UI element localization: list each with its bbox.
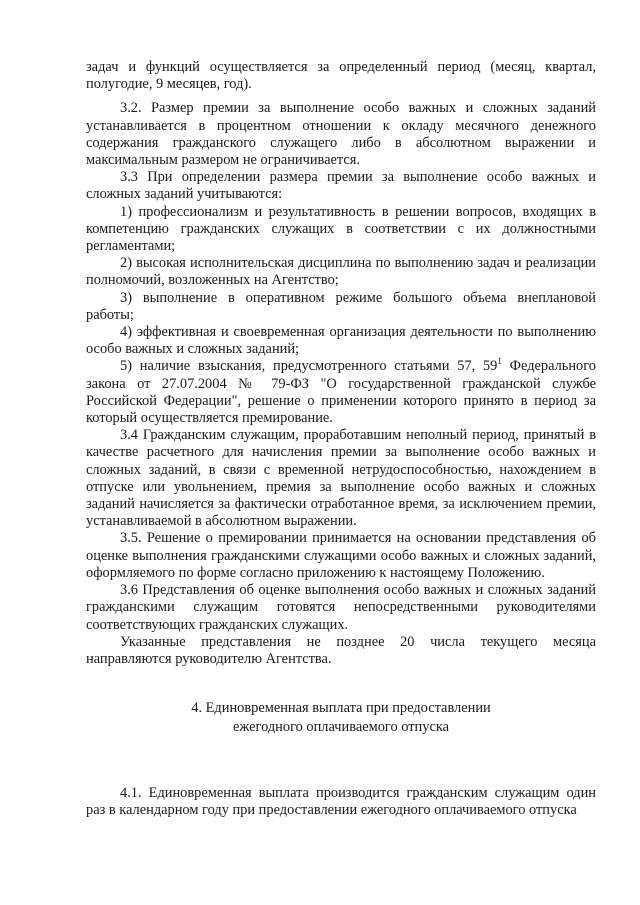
paragraph-continuation: задач и функций осуществляется за определенный период (месяц, квартал, полугодие, 9 месяцев, год). bbox=[86, 59, 596, 93]
section-4-heading-line-2: ежегодного оплачиваемого отпуска bbox=[233, 719, 449, 736]
section-4-body bbox=[86, 785, 596, 819]
item-5-text-end: Федерального закона от 27.07.2004 № 79-ФЗ "О государственной гражданской службе Российской Федерации", решение о применении которого принято в период за который осуществляется премирование. bbox=[86, 358, 596, 427]
section-4-heading-line-1: 4. Единовременная выплата при предоставлении bbox=[191, 700, 491, 717]
paragraph-submission: Указанные представления не позднее 20 числа текущего месяца направляются руководителю Агентства. bbox=[86, 633, 596, 667]
section-4-heading bbox=[86, 699, 596, 737]
list-item-3-3-3: 3) выполнение в оперативном режиме большого объема внеплановой работы; bbox=[86, 289, 596, 323]
paragraph-3-6: 3.6 Представления об оценке выполнения особо важных и сложных заданий гражданскими служащим готовятся непосредственными руководителями соответствующих гражданских служащих. bbox=[86, 582, 596, 633]
section-3-body bbox=[86, 59, 596, 668]
list-item-3-3-2: 2) высокая исполнительская дисциплина по выполнению задач и реализации полномочий, возложенных на Агентство; bbox=[86, 255, 596, 289]
paragraph-3-2: 3.2. Размер премии за выполнение особо важных и сложных заданий устанавливается в процентном отношении к окладу месячного денежного содержания гражданского служащего либо в абсолютном выражении и максимальным размером не ограничивается. bbox=[86, 100, 596, 169]
paragraph-3-5: 3.5. Решение о премировании принимается на основании представления об оценке выполнения гражданскими служащими особо важных и сложных заданий, оформляемого по форме согласно приложению к настоящему Положению. bbox=[86, 530, 596, 581]
list-item-3-3-4: 4) эффективная и своевременная организация деятельности по выполнению особо важных и сложных заданий; bbox=[86, 324, 596, 358]
paragraph-3-3: 3.3 При определении размера премии за выполнение особо важных и сложных заданий учитываются: bbox=[86, 169, 596, 203]
list-item-3-3-5 bbox=[86, 358, 596, 427]
paragraph-3-4: 3.4 Гражданским служащим, проработавшим неполный период, принятый в качестве расчетного для начисления премии за выполнение особо важных и сложных заданий, в связи с временной нетрудоспособностью, нахождением в отпуске или увольнением, премия за выполнение особо важных и сложных заданий начисляется за фактически отработанное время, за исключением премии, устанавливаемой в абсолютном выражении. bbox=[86, 427, 596, 530]
paragraph-4-1: 4.1. Единовременная выплата производится гражданским служащим один раз в календарном году при предоставлении ежегодного оплачиваемого отпуска bbox=[86, 785, 596, 819]
item-5-text-start: 5) наличие взыскания, предусмотренного статьями 57, 59 bbox=[120, 358, 498, 375]
item-5-superscript: 1 bbox=[497, 356, 502, 367]
list-item-3-3-1: 1) профессионализм и результативность в решении вопросов, входящих в компетенцию гражданских служащих в соответствии с их должностными регламентами; bbox=[86, 203, 596, 255]
